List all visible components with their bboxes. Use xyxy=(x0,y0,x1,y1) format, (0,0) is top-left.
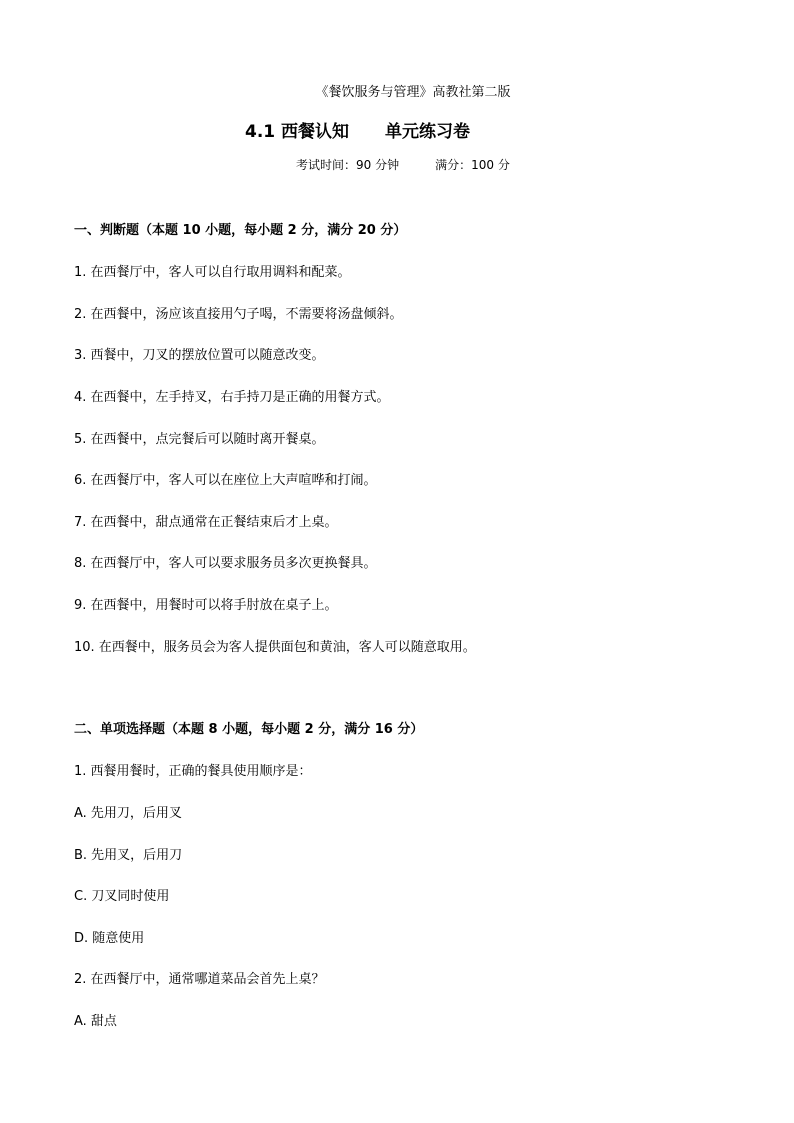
full-score: 满分：100 分 xyxy=(435,158,510,172)
answer-option: A. 先用刀，后用叉 xyxy=(74,806,182,821)
answer-option: A. 甜点 xyxy=(74,1014,117,1029)
question-item: 2. 在西餐中，汤应该直接用勺子喝，不需要将汤盘倾斜。 xyxy=(74,307,403,322)
question-item: 7. 在西餐中，甜点通常在正餐结束后才上桌。 xyxy=(74,515,338,530)
unit-title: 4.1 西餐认知 xyxy=(245,122,350,142)
answer-option: B. 先用叉，后用刀 xyxy=(74,848,183,863)
question-stem: 1. 西餐用餐时，正确的餐具使用顺序是： xyxy=(74,764,312,779)
exam-time: 考试时间：90 分钟 xyxy=(296,158,400,172)
question-item: 10. 在西餐中，服务员会为客人提供面包和黄油，客人可以随意取用。 xyxy=(74,640,476,655)
question-stem: 2. 在西餐厅中，通常哪道菜品会首先上桌？ xyxy=(74,972,325,987)
section-heading-single-choice: 二、单项选择题（本题 8 小题，每小题 2 分，满分 16 分） xyxy=(74,722,424,737)
section-heading-true-false: 一、判断题（本题 10 小题，每小题 2 分，满分 20 分） xyxy=(74,223,407,238)
question-item: 5. 在西餐中，点完餐后可以随时离开餐桌。 xyxy=(74,432,325,447)
question-item: 8. 在西餐厅中，客人可以要求服务员多次更换餐具。 xyxy=(74,556,377,571)
question-item: 4. 在西餐中，左手持叉，右手持刀是正确的用餐方式。 xyxy=(74,390,390,405)
page-title xyxy=(245,117,470,142)
paper-title: 单元练习卷 xyxy=(385,122,471,142)
exam-meta xyxy=(296,156,510,173)
question-item: 6. 在西餐厅中，客人可以在座位上大声喧哗和打闹。 xyxy=(74,473,377,488)
book-title: 《餐饮服务与管理》高教社第二版 xyxy=(315,85,511,100)
answer-option: C. 刀叉同时使用 xyxy=(74,889,170,904)
answer-option: D. 随意使用 xyxy=(74,931,145,946)
question-item: 9. 在西餐中，用餐时可以将手肘放在桌子上。 xyxy=(74,598,338,613)
question-item: 3. 西餐中，刀叉的摆放位置可以随意改变。 xyxy=(74,348,325,363)
question-item: 1. 在西餐厅中，客人可以自行取用调料和配菜。 xyxy=(74,265,351,280)
